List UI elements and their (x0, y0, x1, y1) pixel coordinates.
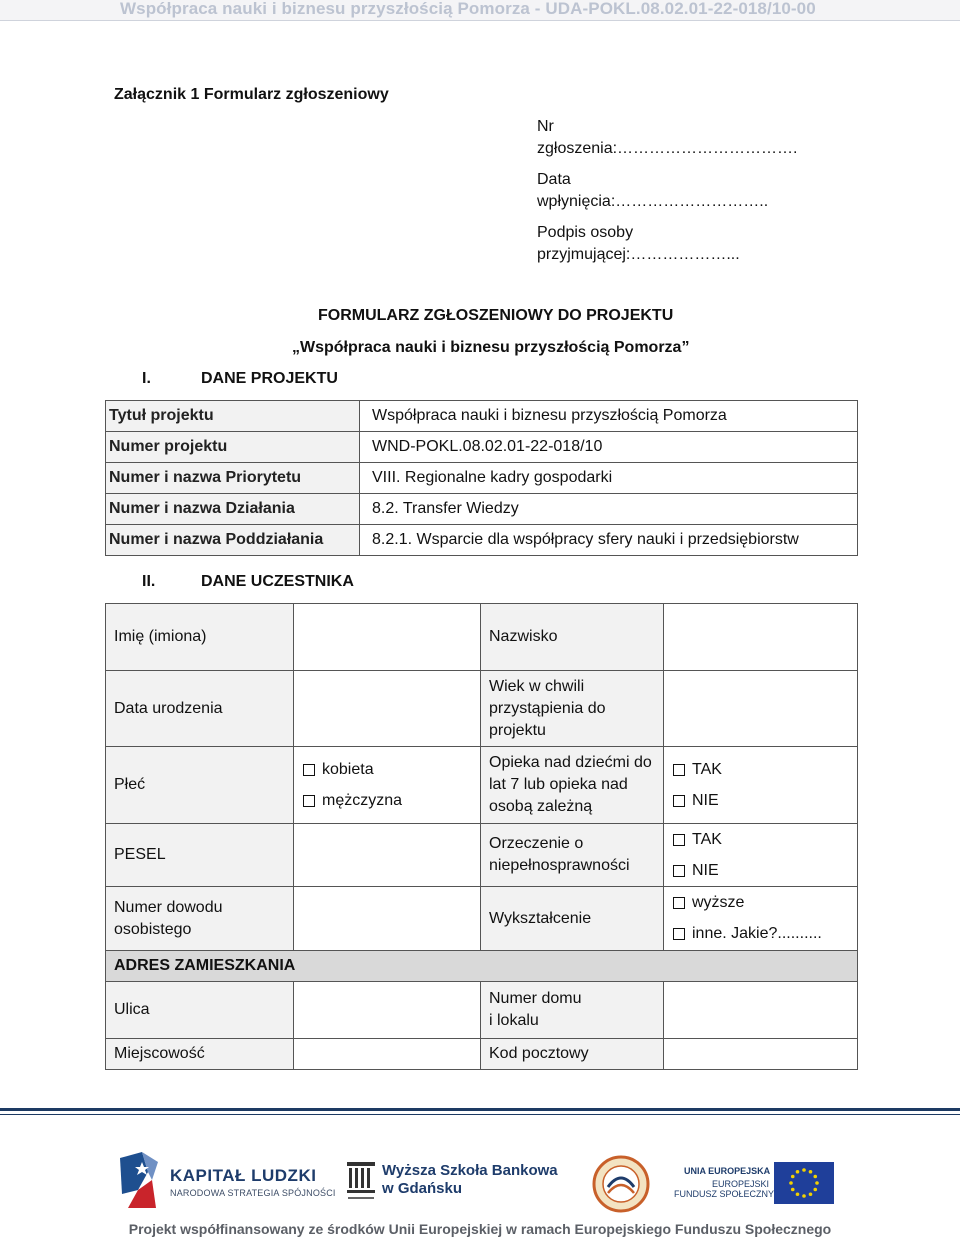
wsb-city: w Gdańsku (382, 1180, 463, 1197)
pesel-label: PESEL (106, 824, 294, 887)
care-yes-option[interactable] (672, 754, 849, 785)
id-number-label-line: Numer dowodu (114, 898, 223, 916)
first-name-field[interactable] (294, 604, 481, 671)
postal-code-field[interactable] (664, 1039, 858, 1070)
street-label: Ulica (106, 982, 294, 1039)
form-subtitle: „Współpraca nauki i biznesu przyszłością Pomorza” (292, 339, 690, 356)
project-number-label: Numer projektu (106, 432, 360, 463)
kapital-ludzki-tagline: NARODOWA STRATEGIA SPÓJNOŚCI (170, 1188, 336, 1198)
eu-star-icon (796, 1192, 800, 1196)
subaction-label: Numer i nazwa Poddziałania (106, 525, 360, 556)
checkbox-icon[interactable] (303, 795, 315, 807)
disability-label-line: Orzeczenie o (489, 835, 584, 852)
birth-date-label: Data urodzenia (106, 671, 294, 747)
project-title-label: Tytuł projektu (106, 401, 360, 432)
eu-star-icon (813, 1175, 817, 1179)
office-field-number-label: Nr (537, 118, 554, 135)
education-higher-option[interactable] (672, 888, 849, 919)
care-yes-label: TAK (692, 760, 722, 778)
house-number-label-line: i lokalu (489, 1012, 539, 1029)
care-label-line: lat 7 lub opieka nad (489, 776, 628, 793)
section2-number: II. (142, 573, 156, 590)
eu-star-icon (813, 1188, 817, 1192)
section1-title: DANE PROJEKTU (201, 370, 338, 387)
gender-male-option[interactable] (302, 785, 472, 816)
eu-star-icon (802, 1168, 806, 1172)
attachment-title: Załącznik 1 Formularz zgłoszeniowy (114, 86, 389, 103)
seal-emblem-icon (592, 1155, 650, 1213)
table-row (106, 463, 858, 494)
gender-female-label: kobieta (322, 760, 374, 778)
street-field[interactable] (294, 982, 481, 1039)
eu-flag-icon (774, 1162, 834, 1204)
gender-options (294, 747, 481, 824)
office-field-date (537, 169, 768, 213)
project-table (105, 400, 858, 556)
education-label: Wykształcenie (481, 887, 664, 951)
eu-fund-line1: EUROPEJSKI (711, 1179, 769, 1189)
checkbox-icon[interactable] (673, 795, 685, 807)
footer-divider (0, 1114, 960, 1115)
office-field-number (537, 116, 798, 160)
wsb-name: Wyższa Szkoła Bankowa (382, 1162, 558, 1179)
age-label-line: przystąpienia do (489, 699, 606, 717)
section1-number: I. (142, 370, 151, 387)
checkbox-icon[interactable] (673, 865, 685, 877)
disability-label-line: niepełnosprawności (489, 857, 630, 874)
eu-star-icon (809, 1192, 813, 1196)
table-row (106, 432, 858, 463)
office-field-date-line: wpłynięcia:……………………….. (537, 193, 769, 210)
gender-male-label: mężczyzna (322, 791, 403, 809)
header-bar (0, 0, 960, 21)
table-row (106, 951, 858, 982)
disability-no-label: NIE (692, 861, 719, 879)
eu-star-icon (791, 1175, 795, 1179)
wsb-building-icon (345, 1160, 377, 1204)
birth-date-field[interactable] (294, 671, 481, 747)
age-label (481, 671, 664, 747)
city-label: Miejscowość (106, 1039, 294, 1070)
education-other-label: inne. Jakie?.......... (692, 925, 822, 942)
table-row (106, 604, 858, 671)
eu-logo (674, 1162, 844, 1206)
disability-no-option[interactable] (672, 855, 849, 886)
eu-star-icon (789, 1181, 793, 1185)
age-field[interactable] (664, 671, 858, 747)
disability-yes-label: TAK (692, 830, 722, 848)
participant-table (105, 603, 858, 1070)
cofinancing-note: Projekt współfinansowany ze środków Unii Europejskiej w ramach Europejskiego Funduszu Społecznego (128, 1221, 832, 1237)
checkbox-icon[interactable] (673, 834, 685, 846)
checkbox-icon[interactable] (303, 764, 315, 776)
age-label-line: Wiek w chwili (489, 677, 585, 695)
care-label-line: Opieka nad dziećmi do (489, 754, 652, 771)
wsb-logo (345, 1160, 565, 1205)
postal-code-label: Kod pocztowy (481, 1039, 664, 1070)
action-label: Numer i nazwa Działania (106, 494, 360, 525)
pesel-field[interactable] (294, 824, 481, 887)
table-row (106, 401, 858, 432)
surname-label: Nazwisko (481, 604, 664, 671)
disability-options (664, 824, 858, 887)
eu-star-icon (815, 1181, 819, 1185)
project-number-value: WND-POKL.08.02.01-22-018/10 (360, 432, 858, 463)
table-row (106, 747, 858, 824)
disability-yes-option[interactable] (672, 824, 849, 855)
priority-label: Numer i nazwa Priorytetu (106, 463, 360, 494)
eu-star-icon (796, 1170, 800, 1174)
checkbox-icon[interactable] (673, 928, 685, 940)
header-bar-text: Współpraca nauki i biznesu przyszłością Pomorza - UDA-POKL.08.02.01-22-018/10-00 (120, 0, 816, 18)
id-number-field[interactable] (294, 887, 481, 951)
age-label-line: projektu (489, 721, 546, 739)
id-number-label-line: osobistego (114, 920, 192, 938)
table-row (106, 525, 858, 556)
office-field-signature-line: przyjmującej:………………... (537, 246, 740, 263)
table-row (106, 1039, 858, 1070)
disability-label (481, 824, 664, 887)
surname-field[interactable] (664, 604, 858, 671)
office-field-date-label: Data (537, 171, 571, 188)
checkbox-icon[interactable] (673, 897, 685, 909)
office-field-signature (537, 222, 740, 266)
id-number-label (106, 887, 294, 951)
city-field[interactable] (294, 1039, 481, 1070)
kapital-ludzki-emblem-icon (118, 1150, 160, 1212)
care-label-line: osobą zależną (489, 798, 593, 815)
first-name-label: Imię (imiona) (106, 604, 294, 671)
table-row (106, 494, 858, 525)
priority-value: VIII. Regionalne kadry gospodarki (360, 463, 858, 494)
gender-label: Płeć (106, 747, 294, 824)
eu-star-icon (809, 1170, 813, 1174)
table-row (106, 982, 858, 1039)
action-value: 8.2. Transfer Wiedzy (360, 494, 858, 525)
address-header: ADRES ZAMIESZKANIA (106, 951, 858, 982)
house-number-label-line: Numer domu (489, 990, 582, 1007)
kapital-ludzki-logo (118, 1150, 336, 1214)
form-title: FORMULARZ ZGŁOSZENIOWY DO PROJEKTU (318, 307, 674, 324)
education-other-option[interactable] (672, 919, 849, 950)
care-no-label: NIE (692, 791, 719, 809)
house-number-field[interactable] (664, 982, 858, 1039)
kapital-ludzki-name: KAPITAŁ LUDZKI (170, 1166, 317, 1185)
table-row (106, 887, 858, 951)
education-options (664, 887, 858, 951)
table-row (106, 824, 858, 887)
office-field-signature-label: Podpis osoby (537, 224, 634, 241)
office-field-number-line: zgłoszenia:……………………………. (537, 140, 798, 157)
section2-title: DANE UCZESTNIKA (201, 573, 354, 590)
eu-name: UNIA EUROPEJSKA (684, 1166, 771, 1176)
seal-logo (592, 1155, 650, 1213)
eu-star-icon (802, 1194, 806, 1198)
eu-star-icon (791, 1188, 795, 1192)
checkbox-icon[interactable] (673, 764, 685, 776)
gender-female-option[interactable] (302, 754, 472, 785)
footer-divider (0, 1108, 960, 1111)
care-options (664, 747, 858, 824)
care-no-option[interactable] (672, 785, 849, 816)
education-higher-label: wyższe (692, 894, 745, 911)
table-row (106, 671, 858, 747)
eu-fund-line2: FUNDUSZ SPOŁECZNY (674, 1189, 775, 1199)
care-label (481, 747, 664, 824)
house-number-label (481, 982, 664, 1039)
project-title-value: Współpraca nauki i biznesu przyszłością Pomorza (360, 401, 858, 432)
subaction-value: 8.2.1. Wsparcie dla współpracy sfery nauki i przedsiębiorstw (360, 525, 858, 556)
